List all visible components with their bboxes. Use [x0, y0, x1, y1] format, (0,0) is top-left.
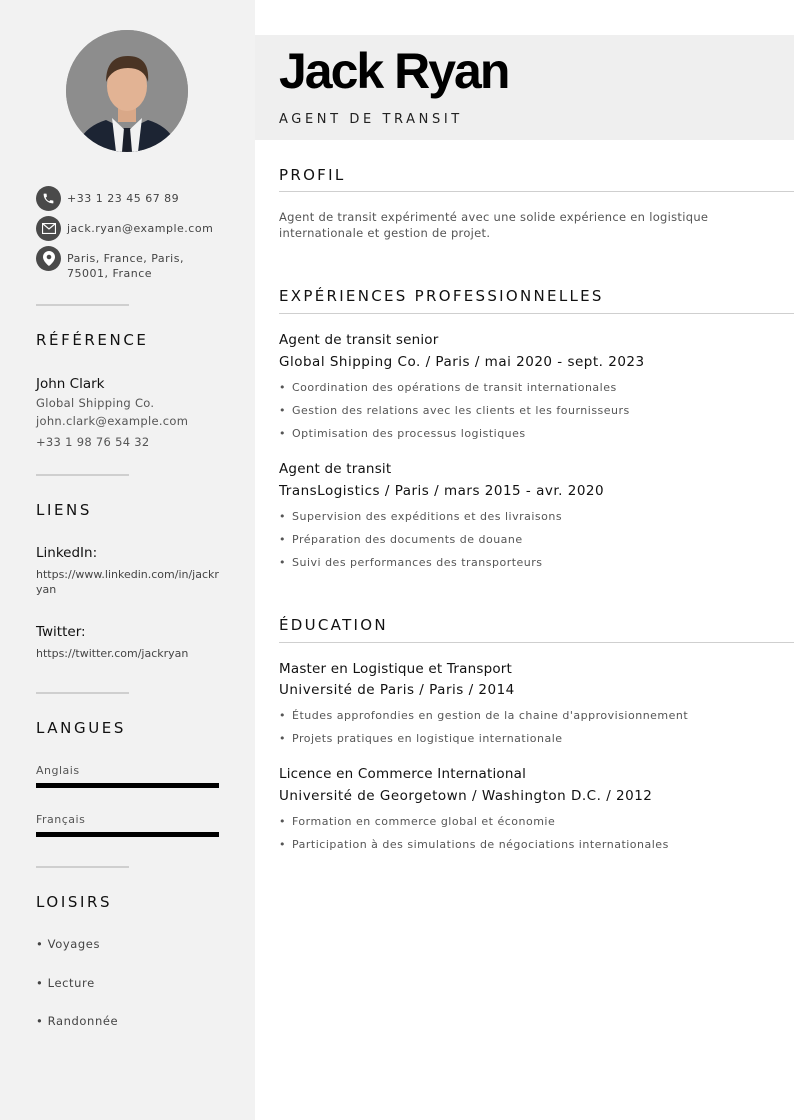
experience-bullet: • Suivi des performances des transporteurs	[279, 556, 543, 569]
sidebar-divider	[36, 692, 129, 694]
education-subtitle: Université de Georgetown / Washington D.C. / 2012	[279, 788, 653, 804]
hobbies-heading: LOISIRS	[36, 893, 113, 911]
education-heading: ÉDUCATION	[279, 616, 388, 634]
bullet-text: Gestion des relations avec les clients et les fournisseurs	[292, 404, 630, 417]
job-title: AGENT DE TRANSIT	[279, 112, 463, 127]
sidebar-divider	[36, 304, 129, 306]
reference-company: Global Shipping Co.	[36, 396, 155, 410]
education-bullet: • Formation en commerce global et économie	[279, 815, 556, 828]
bullet-text: Coordination des opérations de transit internationales	[292, 381, 617, 394]
linkedin-label: LinkedIn:	[36, 545, 98, 561]
links-heading: LIENS	[36, 501, 93, 519]
section-rule	[279, 642, 794, 643]
twitter-label: Twitter:	[36, 624, 86, 640]
address-line-2: 75001, France	[67, 267, 153, 280]
language-name: Français	[36, 813, 86, 826]
education-title: Licence en Commerce International	[279, 766, 527, 782]
hobby-label: Randonnée	[47, 1014, 119, 1028]
envelope-icon	[36, 216, 61, 241]
experience-subtitle: TransLogistics / Paris / mars 2015 - avr. 2020	[279, 483, 605, 499]
reference-phone: +33 1 98 76 54 32	[36, 435, 150, 449]
experience-heading: EXPÉRIENCES PROFESSIONNELLES	[279, 287, 604, 305]
section-rule	[279, 313, 794, 314]
hobby-item: • Randonnée	[36, 1014, 119, 1028]
education-bullet: • Projets pratiques en logistique internationale	[279, 732, 563, 745]
bullet-text: Études approfondies en gestion de la chaine d'approvisionnement	[292, 709, 689, 722]
language-name: Anglais	[36, 764, 80, 777]
contact-address	[36, 246, 184, 281]
phone-text: +33 1 23 45 67 89	[67, 192, 180, 205]
language-level-fill	[36, 783, 219, 788]
profile-photo	[66, 30, 188, 152]
phone-icon	[36, 186, 61, 211]
section-rule	[279, 191, 794, 192]
bullet-text: Projets pratiques en logistique internationale	[292, 732, 563, 745]
languages-heading: LANGUES	[36, 719, 126, 737]
bullet-text: Suivi des performances des transporteurs	[292, 556, 543, 569]
experience-bullet: • Coordination des opérations de transit internationales	[279, 381, 617, 394]
experience-bullet: • Préparation des documents de douane	[279, 533, 523, 546]
bullet-text: Participation à des simulations de négociations internationales	[292, 838, 669, 851]
sidebar-divider	[36, 474, 129, 476]
hobby-item: • Lecture	[36, 976, 95, 990]
education-subtitle: Université de Paris / Paris / 2014	[279, 682, 515, 698]
bullet-text: Formation en commerce global et économie	[292, 815, 556, 828]
experience-title: Agent de transit senior	[279, 332, 439, 348]
reference-name: John Clark	[36, 376, 105, 392]
avatar-portrait	[66, 30, 188, 152]
email-text: jack.ryan@example.com	[67, 222, 214, 235]
experience-bullet: • Optimisation des processus logistiques	[279, 427, 526, 440]
profile-text: Agent de transit expérimenté avec une solide expérience en logistique internationale et gestion de projet.	[279, 210, 709, 240]
bullet-text: Optimisation des processus logistiques	[292, 427, 526, 440]
experience-bullet: • Gestion des relations avec les clients et les fournisseurs	[279, 404, 630, 417]
twitter-link[interactable]: https://twitter.com/jackryan	[36, 647, 189, 660]
linkedin-link[interactable]: https://www.linkedin.com/in/jackryan	[36, 568, 219, 596]
location-pin-icon	[36, 246, 61, 271]
profile-heading: PROFIL	[279, 166, 346, 184]
education-bullet: • Études approfondies en gestion de la chaine d'approvisionnement	[279, 709, 689, 722]
experience-title: Agent de transit	[279, 461, 392, 477]
hobby-label: Lecture	[47, 976, 95, 990]
experience-bullet: • Supervision des expéditions et des livraisons	[279, 510, 563, 523]
reference-heading: RÉFÉRENCE	[36, 331, 149, 349]
hobby-label: Voyages	[47, 937, 101, 951]
reference-email: john.clark@example.com	[36, 414, 189, 428]
bullet-text: Préparation des documents de douane	[292, 533, 523, 546]
experience-subtitle: Global Shipping Co. / Paris / mai 2020 - sept. 2023	[279, 354, 645, 370]
language-level-bar	[36, 783, 219, 788]
person-name: Jack Ryan	[279, 43, 509, 99]
education-bullet: • Participation à des simulations de négociations internationales	[279, 838, 669, 851]
contact-phone	[36, 186, 179, 211]
address-text	[67, 251, 184, 281]
address-line-1: Paris, France, Paris,	[67, 252, 184, 265]
language-level-bar	[36, 832, 219, 837]
education-title: Master en Logistique et Transport	[279, 661, 513, 677]
language-level-fill	[36, 832, 219, 837]
bullet-text: Supervision des expéditions et des livraisons	[292, 510, 563, 523]
sidebar-divider	[36, 866, 129, 868]
contact-email	[36, 216, 213, 241]
hobby-item: • Voyages	[36, 937, 101, 951]
